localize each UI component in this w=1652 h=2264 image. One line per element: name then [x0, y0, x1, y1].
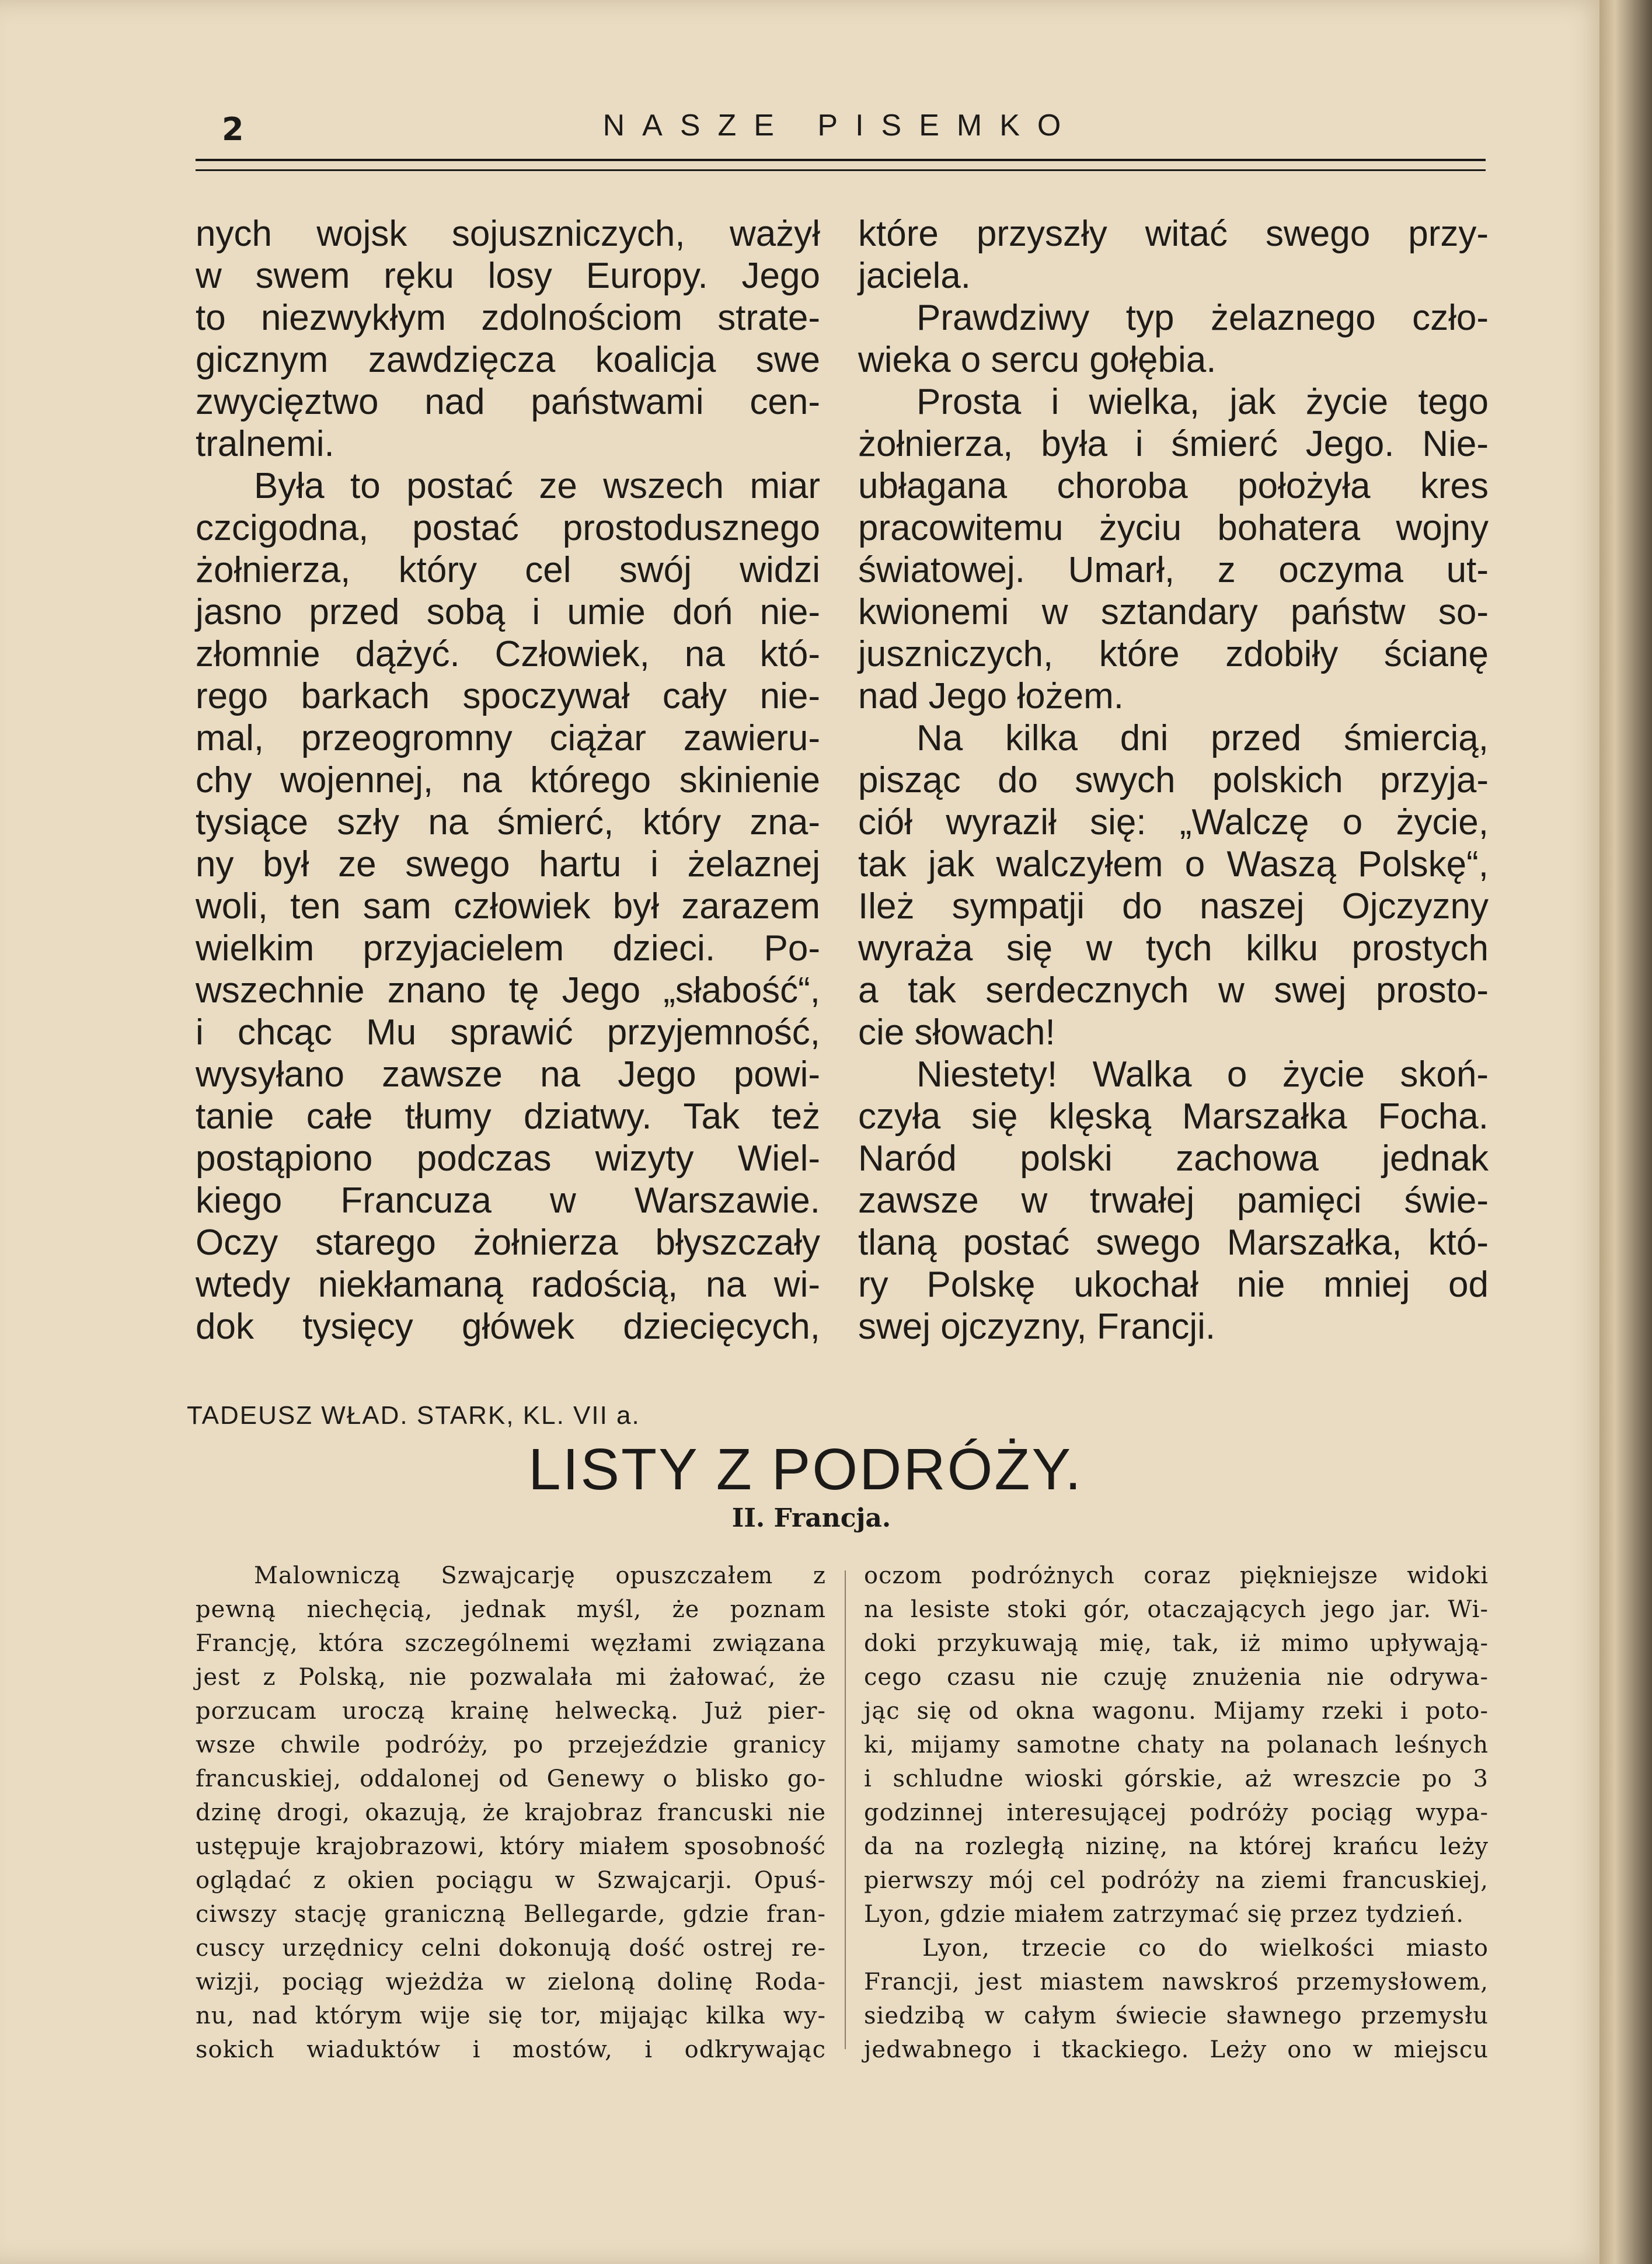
- text-line: doki przykuwają mię, tak, iż mimo upływają-: [864, 1630, 1489, 1657]
- text-line: postąpiono podczas wizyty Wiel-: [196, 1138, 820, 1179]
- page-header: [196, 108, 1486, 166]
- text-line: tralnemi.: [196, 424, 334, 464]
- text-line: pisząc do swych polskich przyja-: [858, 760, 1489, 800]
- text-line: chy wojennej, na którego skinienie: [196, 760, 820, 800]
- text-line: tak jak walczyłem o Waszą Polskę“,: [858, 844, 1489, 884]
- text-line: porzucam uroczą krainę helwecką. Już pier-: [196, 1698, 826, 1725]
- text-line: zwycięztwo nad państwami cen-: [196, 382, 820, 422]
- journal-title: NASZE PISEMKO: [602, 109, 1079, 142]
- text-line: gicznym zawdzięcza koalicja swe: [196, 340, 820, 380]
- text-line: Niestety! Walka o życie skoń-: [916, 1054, 1489, 1095]
- text-line: w swem ręku losy Europy. Jego: [196, 256, 820, 296]
- binding-edge: [1599, 0, 1652, 2264]
- text-line: Lyon, gdzie miałem zatrzymać się przez tydzień.: [864, 1901, 1464, 1928]
- text-line: Była to postać ze wszech miar: [254, 466, 820, 506]
- text-line: cie słowach!: [858, 1012, 1055, 1053]
- text-line: ustępuje krajobrazowi, który miałem sposobność: [196, 1833, 826, 1860]
- article2-column-left: [196, 1559, 826, 2067]
- text-line: Prosta i wielka, jak życie tego: [916, 382, 1489, 422]
- text-line: pracowitemu życiu bohatera wojny: [858, 508, 1489, 548]
- text-line: ciół wyraził się: „Walczę o życie,: [858, 802, 1489, 842]
- column-divider: [845, 1570, 846, 2049]
- text-line: dok tysięcy główek dziecięcych,: [196, 1307, 820, 1347]
- text-line: jasno przed sobą i umie doń nie-: [196, 592, 820, 632]
- text-line: jaciela.: [858, 256, 971, 296]
- text-line: juszniczych, które zdobiły ścianę: [858, 634, 1489, 674]
- text-line: Prawdziwy typ żelaznego czło-: [916, 298, 1489, 338]
- text-line: a tak serdecznych w swej prosto-: [858, 970, 1489, 1011]
- text-line: dzinę drogi, okazują, że krajobraz francuski nie: [196, 1799, 826, 1826]
- text-line: żołnierza, była i śmierć Jego. Nie-: [858, 424, 1489, 464]
- text-line: nych wojsk sojuszniczych, ważył: [196, 214, 820, 254]
- text-line: wysyłano zawsze na Jego powi-: [196, 1054, 820, 1095]
- text-line: jąc się od okna wagonu. Mijamy rzeki i poto-: [864, 1698, 1489, 1725]
- text-line: Lyon, trzecie co do wielkości miasto: [922, 1935, 1489, 1962]
- text-line: na lesiste stoki gór, otaczających jego jar. Wi-: [864, 1596, 1489, 1623]
- text-line: i schludne wioski górskie, aż wreszcie po 3: [864, 1765, 1489, 1792]
- text-line: rego barkach spoczywał cały nie-: [196, 676, 820, 716]
- text-line: woli, ten sam człowiek był zarazem: [196, 886, 820, 927]
- text-line: pierwszy mój cel podróży na ziemi francuskiej,: [864, 1867, 1489, 1894]
- article1-column-right: [858, 213, 1489, 1348]
- text-line: tysiące szły na śmierć, który zna-: [196, 802, 820, 842]
- header-rule-top: [196, 159, 1486, 161]
- text-line: siedzibą w całym świecie sławnego przemysłu: [864, 2002, 1489, 2029]
- article1-column-left: [196, 213, 820, 1348]
- text-line: cuscy urzędnicy celni dokonują dość ostrej re-: [196, 1935, 826, 1962]
- text-line: oczom podróżnych coraz piękniejsze widoki: [864, 1562, 1489, 1589]
- text-line: ny był ze swego hartu i żelaznej: [196, 844, 820, 884]
- text-line: i chcąc Mu sprawić przyjemność,: [196, 1012, 820, 1053]
- text-line: Francję, która szczególnemi węzłami związana: [196, 1630, 826, 1657]
- text-line: Francji, jest miastem nawskroś przemysłowem,: [864, 1969, 1489, 1995]
- text-line: tanie całe tłumy dziatwy. Tak też: [196, 1096, 820, 1137]
- text-line: jedwabnego i tkackiego. Leży ono w miejscu: [864, 2036, 1489, 2063]
- text-line: nad Jego łożem.: [858, 676, 1124, 716]
- text-line: swej ojczyzny, Francji.: [858, 1307, 1216, 1347]
- text-line: wszechnie znano tę Jego „słabość“,: [196, 970, 820, 1011]
- text-line: da na rozległą nizinę, na której krańcu leży: [864, 1833, 1489, 1860]
- text-line: czcigodna, postać prostodusznego: [196, 508, 820, 548]
- text-line: Na kilka dni przed śmiercią,: [916, 718, 1489, 758]
- text-line: światowej. Umarł, z oczyma ut-: [858, 550, 1489, 590]
- article2-column-right: [864, 1559, 1489, 2067]
- article-title: LISTY Z PODRÓŻY.: [528, 1437, 1083, 1502]
- text-line: ciwszy stację graniczną Bellegarde, gdzie fran-: [196, 1901, 826, 1928]
- text-line: ki, mijamy samotne chaty na polanach leśnych: [864, 1732, 1489, 1758]
- text-line: kiego Francuza w Warszawie.: [196, 1180, 820, 1221]
- text-line: wielkim przyjacielem dzieci. Po-: [196, 928, 820, 969]
- text-line: godzinnej interesującej podróży pociąg wypa-: [864, 1799, 1489, 1826]
- text-line: Oczy starego żołnierza błyszczały: [196, 1222, 820, 1263]
- text-line: nu, nad którym wije się tor, mijając kilka wy-: [196, 2002, 826, 2029]
- text-line: ubłagana choroba położyła kres: [858, 466, 1489, 506]
- text-line: zawsze w trwałej pamięci świe-: [858, 1180, 1489, 1221]
- text-line: złomnie dążyć. Człowiek, na któ-: [196, 634, 820, 674]
- text-line: wizji, pociąg wjeżdża w zieloną dolinę Roda-: [196, 1969, 826, 1995]
- text-line: czyła się klęską Marszałka Focha.: [858, 1096, 1489, 1137]
- text-line: oglądać z okien pociągu w Szwajcarji. Opuś-: [196, 1867, 826, 1894]
- text-line: wsze chwile podróży, po przejeździe granicy: [196, 1732, 826, 1758]
- article-byline: TADEUSZ WŁAD. STARK, KL. VII a.: [187, 1401, 640, 1430]
- text-line: tlaną postać swego Marszałka, któ-: [858, 1222, 1489, 1263]
- text-line: wyraża się w tych kilku prostych: [858, 928, 1489, 969]
- text-line: sokich wiaduktów i mostów, i odkrywając: [196, 2036, 826, 2063]
- page-number: 2: [222, 111, 244, 148]
- text-line: pewną niechęcią, jednak myśl, że poznam: [196, 1596, 826, 1623]
- text-line: Naród polski zachowa jednak: [858, 1138, 1489, 1179]
- text-line: Malowniczą Szwajcarję opuszczałem z: [254, 1562, 826, 1589]
- text-line: ry Polskę ukochał nie mniej od: [858, 1265, 1489, 1305]
- article-subtitle: II. Francja.: [731, 1503, 891, 1533]
- text-line: żołnierza, który cel swój widzi: [196, 550, 820, 590]
- text-line: kwionemi w sztandary państw so-: [858, 592, 1489, 632]
- header-rule-bottom: [196, 169, 1486, 171]
- text-line: które przyszły witać swego przy-: [858, 214, 1489, 254]
- text-line: wtedy niekłamaną radością, na wi-: [196, 1265, 820, 1305]
- text-line: jest z Polską, nie pozwalała mi żałować, że: [196, 1664, 826, 1691]
- text-line: to niezwykłym zdolnościom strate-: [196, 298, 820, 338]
- text-line: Ileż sympatji do naszej Ojczyzny: [858, 886, 1489, 927]
- text-line: mal, przeogromny ciążar zawieru-: [196, 718, 820, 758]
- text-line: francuskiej, oddalonej od Genewy o blisko go-: [196, 1765, 826, 1792]
- text-line: cego czasu nie czuję znużenia nie odrywa-: [864, 1664, 1489, 1691]
- text-line: wieka o sercu gołębia.: [858, 340, 1217, 380]
